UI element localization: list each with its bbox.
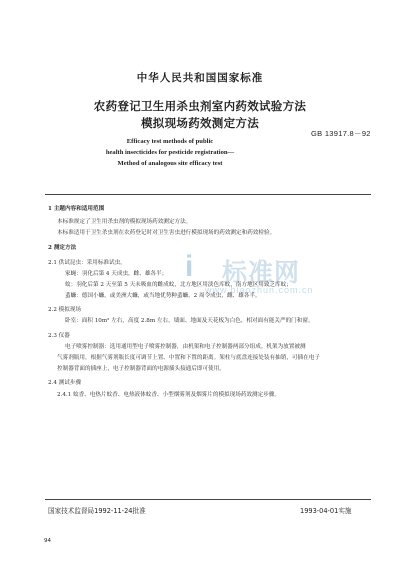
header-divider [45,194,371,195]
section-2-3-paragraph-line3: 控制器背面的插座上，电子控制器背面的电源插头接通后即可使用。 [57,366,225,372]
section-2-3-heading: 2.3 仪器 [48,333,70,339]
section-1-paragraph-1: 本标准规定了卫生用杀虫剂的模拟现场药效测定方法。 [57,219,192,225]
document-title-zh-line2: 模拟现场药效测定方法 [141,116,259,130]
section-2-1-heading: 2.1 供试昆虫：采用标准试虫。 [48,260,126,266]
section-2-1-cockroach: 蜚蠊：德国小蠊，或美洲大蠊，或当地优势种蜚蠊，2 周令成虫，雌、雄各半。 [65,293,261,299]
section-2-2-heading: 2.2 模拟现场 [48,307,82,313]
page-number: 94 [44,538,51,544]
watermark-logo: i [185,250,193,283]
implementation-date: 1993-04-01实施 [300,507,352,515]
section-2-2-text: 卧室：面积 10m² 左右，高度 2.8m 左右，墙面、地面及天花板为白色，相对面有能关严的门和窗。 [65,318,314,324]
section-1-heading: 1 主题内容和适用范围 [48,206,105,212]
document-title-en-line3: Method of analogous site efficacy test [117,160,223,167]
section-2-3-paragraph-line2: 气雾剂瓶用，根据气雾剂瓶长度可调节上置、中置和下置的距离。架柱与底盘连接处装有抽销，可插在电子 [57,355,320,361]
approval-date: 国家技术监督局1992-11-24批准 [48,507,146,515]
national-standard-header: 中华人民共和国国家标准 [136,72,264,84]
section-2-heading: 2 测定方法 [48,245,77,251]
watermark-url: www.biaozhun.com.cn [205,285,314,295]
standard-number: GB 13917.8－92 [311,129,371,138]
footer-divider [45,499,371,500]
section-2-3-paragraph-line1: 电子喷雾控制器：选用通用型电子喷雾控制器，由机架和电子控制器两部分组成。机架为放置被测 [65,344,306,350]
document-title-zh-line1: 农药登记卫生用杀虫剂室内药效试验方法 [93,99,307,113]
section-2-1-fly: 家蝇：羽化后第 4 天成虫，雌、雄各半； [65,271,168,277]
watermark-text: 标准网 [222,258,301,287]
section-1-paragraph-2: 本标准适用于卫生杀虫剂在农药登记时对卫生害虫进行模拟现场的药效测定和药效检验。 [57,230,276,236]
section-2-4-heading: 2.4 测试步骤 [48,380,82,386]
section-2-1-mosquito: 蚊：羽化后第 2 天至第 5 天未吸血的雌成蚊，北方地区用淡色库蚊，南方地区用致乏库蚊； [65,282,292,288]
document-title-en-line2: health insecticides for pesticide registration— [105,149,235,156]
section-2-4-1-text: 2.4.1 蚊香、电热片蚊香、电热液体蚊香、小型烟雾剂及烟雾片的模拟现场药效测定步骤。 [57,392,280,398]
document-title-en-line1: Efficacy test methods of public [126,138,214,145]
